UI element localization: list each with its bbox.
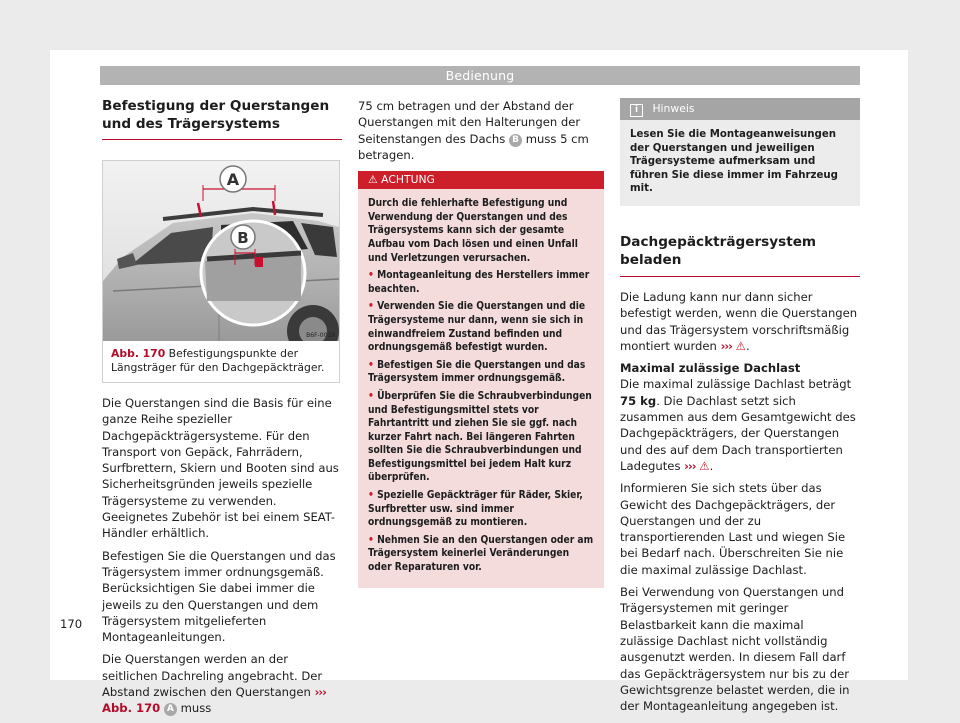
warning-item: • Verwenden Sie die Querstangen und die Trägersysteme nur dann, wenn sie sich in einwandfreiem Zustand befinden und ordnungsgemäß befestigt wurden. (368, 301, 586, 354)
label-badge-a: A (164, 703, 177, 716)
cross-reference-arrow: ››› (684, 458, 696, 473)
figure-caption-text: Befestigungspunkte der Längsträger für den Dachgepäckträger. (111, 347, 325, 374)
figure-roof-rails (102, 160, 340, 383)
warning-item: • Spezielle Gepäckträger für Räder, Skier, Surfbretter usw. sind immer ordnungsgemäß zu montieren. (368, 490, 583, 529)
info-icon: i (630, 104, 643, 117)
figure-number: Abb. 170 (111, 347, 166, 360)
warning-intro: Durch die fehlerhafte Befestigung und Verwendung der Querstangen und des Trägersystems kann sich der gesamte Aufbau vom Dach lösen und einen Unfall und Verletzungen verursachen. (368, 198, 578, 264)
section-title: Befestigung der Querstangen und des Trägersystems (102, 97, 342, 140)
warning-item: • Befestigen Sie die Querstangen und das Trägersystem immer ordnungsgemäß. (368, 359, 586, 385)
section-header: Bedienung (100, 66, 860, 85)
figure-label-b: B (237, 229, 249, 247)
note-header (620, 98, 860, 120)
car-roof-illustration (103, 161, 339, 341)
cross-reference-arrow: ››› (314, 685, 326, 700)
figure-caption (103, 341, 339, 382)
section-title: Dachgepäckträgersystem beladen (620, 233, 860, 277)
note-box (620, 98, 860, 206)
warning-title: ACHTUNG (381, 173, 435, 187)
paragraph: Die Querstangen sind die Basis für eine ganze Reihe spezieller Dachgepäckträgersysteme. Für den Transport von Gepäck, Fahrrädern, Surfbrettern, Skiern und Booten sind aus Sicherheitsgründen jeweils spezielle Trägersysteme zu verwenden. Geeignetes Zubehör ist bei einem SEAT-Händler erhältlich. (102, 396, 339, 541)
paragraph: Befestigen Sie die Querstangen und das Trägersystem immer ordnungsgemäß. Berücksichtigen Sie dabei immer die jeweils zu den Querstangen und dem Trägersystem mitgelieferten Montageanleitungen. (102, 548, 336, 645)
warning-triangle-icon: ⚠ (699, 458, 710, 473)
figure-code: B6F-0019 (306, 332, 335, 339)
column-right (620, 98, 860, 720)
paragraph: Die Ladung kann nur dann sicher befestigt werden, wenn die Querstangen und das Trägersystem vorschriftsmäßig montiert wurden ››› ⚠. (620, 289, 858, 353)
paragraph: Die maximal zulässige Dachlast beträgt 75 kg. Die Dachlast setzt sich zusammen aus dem Gesamtgewicht des Dachgepäckträgers, der Querstangen und des auf dem Dach transportierten Ladegutes ››› ⚠. (620, 377, 856, 473)
paragraph: 75 cm betragen und der Abstand der Querstangen mit den Halterungen der Seitenstangen des Dachs B muss 5 cm betragen. (358, 99, 589, 162)
label-badge-b: B (509, 134, 522, 147)
warning-item: • Montageanleitung des Herstellers immer beachten. (368, 270, 590, 295)
warning-item: • Überprüfen Sie die Schraubverbindungen und Befestigungsmittel stets vor Fahrtantritt und ziehen Sie sie ggf. nach kurzer Fahrt nach. Bei längeren Fahrten sollten Sie die Schraubverbindungen und Befestigungsmittel bei jedem Halt kurz überprüfen. (368, 390, 592, 484)
column-middle (358, 98, 604, 588)
warning-box (358, 171, 604, 587)
paragraph: Bei Verwendung von Querstangen und Trägersystemen mit geringer Belastbarkeit kann die maximal zulässige Dachlast nicht vollständig ausgenutzt werden. In diesem Fall darf das Gepäckträgersystem nur bis zu der Gewichtsgrenze belastet werden, die in der Montageanleitung angegeben ist. (620, 585, 850, 714)
figure-label-a: A (226, 170, 240, 189)
subheading: Maximal zulässige Dachlast (620, 361, 801, 376)
figure-link[interactable]: Abb. 170 (102, 701, 161, 716)
page-number: 170 (60, 617, 83, 631)
note-text: Lesen Sie die Montageanweisungen der Querstangen und jeweiligen Trägersysteme aufmerksam und führen Sie diese immer im Fahrzeug mit. (630, 129, 838, 195)
warning-triangle-icon: ⚠ (368, 173, 378, 187)
cross-reference-arrow: ››› (720, 338, 732, 353)
warning-header (358, 171, 604, 189)
note-title: Hinweis (652, 102, 695, 115)
max-roof-load: 75 kg (620, 393, 657, 408)
paragraph: Die Querstangen werden an der seitlichen Dachreling angebracht. Der Abstand zwischen den Querstangen ››› Abb. 170 A muss (102, 652, 326, 716)
column-left (102, 97, 342, 723)
warning-triangle-icon: ⚠ (735, 338, 746, 353)
paragraph: Informieren Sie sich stets über das Gewicht des Dachgepäckträgers, der Querstangen und der zu transportierenden Last und wiegen Sie bei Bedarf nach. Überschreiten Sie nie die maximal zulässige Dachlast. (620, 481, 846, 577)
warning-item: • Nehmen Sie an den Querstangen oder am Trägersystem keinerlei Veränderungen oder Reparaturen vor. (368, 534, 594, 574)
